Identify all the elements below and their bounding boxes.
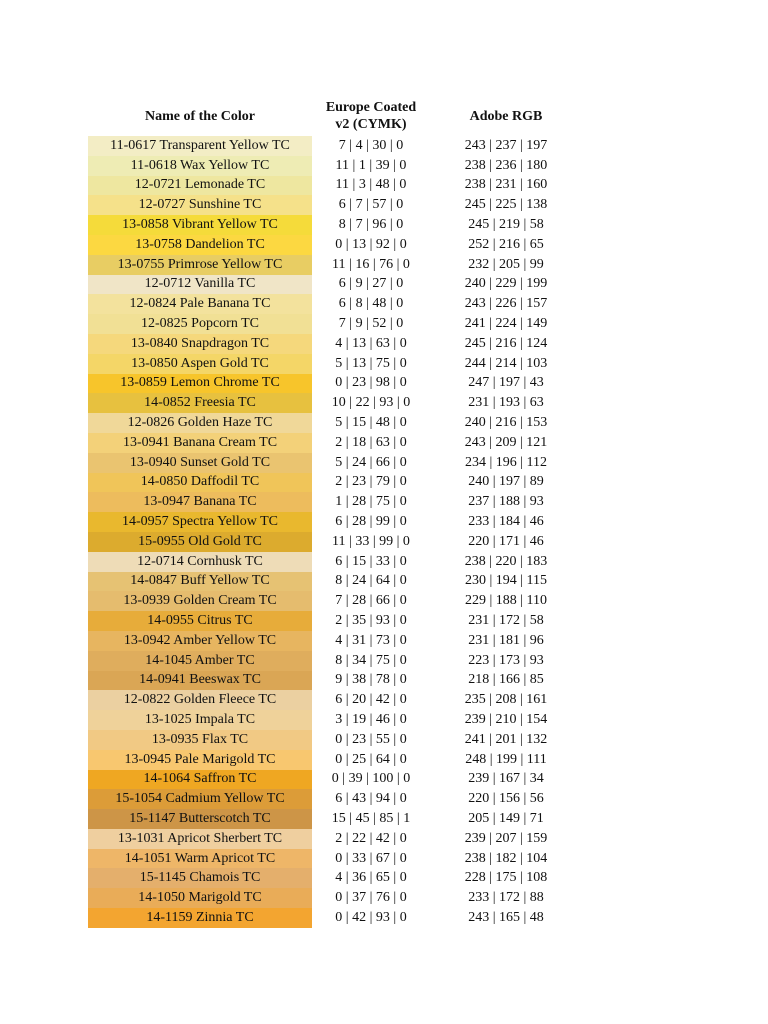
cmyk-cell: 10 | 22 | 93 | 0 [331,395,411,411]
color-name-cell: 14-0957 Spectra Yellow TC [88,512,312,532]
table-row [88,710,582,730]
rgb-cell: 237 | 188 | 93 [468,494,544,510]
table-row [88,294,582,314]
table-row [88,829,582,849]
table-row [88,473,582,493]
color-name-cell: 13-0755 Primrose Yellow TC [88,255,312,275]
table-row [88,354,582,374]
header-rgb: Adobe RGB [469,108,543,124]
rgb-cell: 205 | 149 | 71 [468,810,544,826]
color-name-cell: 15-1054 Cadmium Yellow TC [88,789,312,809]
color-name-cell: 12-0714 Cornhusk TC [88,552,312,572]
color-name-cell: 13-0939 Golden Cream TC [88,591,312,611]
table-row [88,314,582,334]
table-row [88,532,582,552]
rgb-cell: 229 | 188 | 110 [464,593,548,609]
color-name-cell: 11-0618 Wax Yellow TC [88,156,312,176]
color-name-cell: 13-0947 Banana TC [88,492,312,512]
table-row [88,888,582,908]
cmyk-cell: 2 | 23 | 79 | 0 [335,474,407,490]
cmyk-cell: 6 | 43 | 94 | 0 [335,791,407,807]
color-name-cell: 15-1147 Butterscotch TC [88,809,312,829]
cmyk-cell: 4 | 31 | 73 | 0 [335,632,407,648]
table-row [88,156,582,176]
cmyk-cell: 0 | 25 | 64 | 0 [335,751,407,767]
table-body [88,136,582,928]
rgb-cell: 228 | 175 | 108 [464,870,548,886]
rgb-cell: 239 | 207 | 159 [464,830,548,846]
color-name-cell: 13-0858 Vibrant Yellow TC [88,215,312,235]
cmyk-cell: 7 | 4 | 30 | 0 [338,137,404,153]
color-name-cell: 13-1031 Apricot Sherbert TC [88,829,312,849]
color-name-cell: 13-0940 Sunset Gold TC [88,453,312,473]
cmyk-cell: 6 | 8 | 48 | 0 [338,296,404,312]
table-row [88,374,582,394]
color-name-cell: 12-0824 Pale Banana TC [88,294,312,314]
cmyk-cell: 5 | 24 | 66 | 0 [335,454,407,470]
rgb-cell: 243 | 209 | 121 [464,434,548,450]
cmyk-cell: 0 | 42 | 93 | 0 [335,909,407,925]
rgb-cell: 241 | 224 | 149 [464,316,548,332]
table-row [88,275,582,295]
cmyk-cell: 8 | 34 | 75 | 0 [335,652,407,668]
color-name-cell: 14-1159 Zinnia TC [88,908,312,928]
table-row [88,631,582,651]
cmyk-cell: 11 | 16 | 76 | 0 [332,256,410,272]
cmyk-cell: 8 | 24 | 64 | 0 [335,573,407,589]
rgb-cell: 241 | 201 | 132 [464,731,548,747]
cmyk-cell: 6 | 9 | 27 | 0 [338,276,404,292]
cmyk-cell: 0 | 37 | 76 | 0 [335,890,407,906]
color-name-cell: 13-0945 Pale Marigold TC [88,750,312,770]
table-row [88,690,582,710]
cmyk-cell: 7 | 9 | 52 | 0 [338,316,404,332]
table-row [88,195,582,215]
rgb-cell: 243 | 237 | 197 [464,137,548,153]
table-row [88,552,582,572]
table-row [88,176,582,196]
rgb-cell: 218 | 166 | 85 [468,672,544,688]
table-row [88,849,582,869]
color-name-cell: 12-0825 Popcorn TC [88,314,312,334]
color-name-cell: 14-1050 Marigold TC [88,888,312,908]
rgb-cell: 233 | 184 | 46 [468,514,544,530]
cmyk-cell: 8 | 7 | 96 | 0 [338,217,404,233]
table-row [88,433,582,453]
cmyk-cell: 0 | 23 | 55 | 0 [335,731,407,747]
color-name-cell: 13-0850 Aspen Gold TC [88,354,312,374]
color-name-cell: 13-0942 Amber Yellow TC [88,631,312,651]
table-row [88,235,582,255]
table-row [88,393,582,413]
table-row [88,413,582,433]
rgb-cell: 220 | 171 | 46 [468,533,544,549]
cmyk-cell: 0 | 13 | 92 | 0 [335,236,407,252]
table-row [88,730,582,750]
table-row [88,611,582,631]
cmyk-cell: 3 | 19 | 46 | 0 [335,712,407,727]
color-name-cell: 14-1064 Saffron TC [88,770,312,790]
rgb-cell: 235 | 208 | 161 [464,692,548,708]
color-name-cell: 12-0721 Lemonade TC [88,176,312,196]
rgb-cell: 234 | 196 | 112 [464,454,548,470]
table-row [88,809,582,829]
color-name-cell: 14-1045 Amber TC [88,651,312,671]
table-row [88,868,582,888]
cmyk-cell: 0 | 33 | 67 | 0 [335,850,407,866]
cmyk-cell: 5 | 15 | 48 | 0 [335,415,407,431]
rgb-cell: 248 | 199 | 111 [465,751,547,767]
cmyk-cell: 0 | 39 | 100 | 0 [331,771,411,787]
table-row [88,750,582,770]
table-row [88,671,582,691]
color-name-cell: 14-0941 Beeswax TC [88,671,312,691]
cmyk-cell: 2 | 35 | 93 | 0 [335,613,407,629]
rgb-cell: 240 | 216 | 153 [464,415,548,431]
header-cmyk-line2: v2 (CYMK) [335,117,407,132]
rgb-cell: 238 | 182 | 104 [464,850,548,866]
rgb-cell: 240 | 197 | 89 [468,474,544,490]
color-name-cell: 11-0617 Transparent Yellow TC [88,136,312,156]
rgb-cell: 223 | 173 | 93 [468,652,544,668]
cmyk-cell: 6 | 7 | 57 | 0 [338,197,404,213]
rgb-cell: 232 | 205 | 99 [468,256,544,272]
cmyk-cell: 11 | 1 | 39 | 0 [335,157,407,173]
cmyk-cell: 6 | 15 | 33 | 0 [335,553,407,569]
cmyk-cell: 2 | 18 | 63 | 0 [335,434,407,450]
color-name-cell: 13-1025 Impala TC [88,710,312,730]
cmyk-cell: 9 | 38 | 78 | 0 [335,672,407,688]
rgb-cell: 244 | 214 | 103 [464,355,548,371]
cmyk-cell: 5 | 13 | 75 | 0 [335,355,407,371]
color-name-cell: 14-0955 Citrus TC [88,611,312,631]
header-cmyk [312,99,430,133]
rgb-cell: 247 | 197 | 43 [468,375,544,391]
rgb-cell: 252 | 216 | 65 [468,236,544,252]
color-name-cell: 14-0850 Daffodil TC [88,473,312,493]
rgb-cell: 238 | 236 | 180 [464,157,548,173]
rgb-cell: 233 | 172 | 88 [468,890,544,906]
color-name-cell: 12-0712 Vanilla TC [88,275,312,295]
cmyk-cell: 1 | 28 | 75 | 0 [335,494,407,510]
color-table [88,96,582,928]
rgb-cell: 240 | 229 | 199 [464,276,548,292]
table-row [88,453,582,473]
color-name-cell: 12-0826 Golden Haze TC [88,413,312,433]
table-row [88,789,582,809]
table-row [88,651,582,671]
header-cmyk-line1: Europe Coated [325,100,417,115]
table-row [88,770,582,790]
rgb-cell: 231 | 181 | 96 [468,632,544,648]
cmyk-cell: 11 | 33 | 99 | 0 [332,533,410,549]
color-name-cell: 13-0840 Snapdragon TC [88,334,312,354]
color-name-cell: 13-0859 Lemon Chrome TC [88,374,312,394]
table-row [88,215,582,235]
table-row [88,908,582,928]
cmyk-cell: 2 | 22 | 42 | 0 [335,830,407,846]
cmyk-cell: 15 | 45 | 85 | 1 [331,810,411,826]
color-name-cell: 14-0852 Freesia TC [88,393,312,413]
color-name-cell: 13-0935 Flax TC [88,730,312,750]
rgb-cell: 239 | 167 | 34 [468,771,544,787]
rgb-cell: 245 | 225 | 138 [464,197,548,213]
color-name-cell: 14-0847 Buff Yellow TC [88,572,312,592]
cmyk-cell: 7 | 28 | 66 | 0 [335,593,407,609]
color-name-cell: 14-1051 Warm Apricot TC [88,849,312,869]
color-name-cell: 15-1145 Chamois TC [88,868,312,888]
rgb-cell: 220 | 156 | 56 [468,791,544,807]
cmyk-cell: 4 | 13 | 63 | 0 [335,335,407,351]
table-row [88,492,582,512]
rgb-cell: 243 | 226 | 157 [464,296,548,312]
table-row [88,572,582,592]
table-row [88,591,582,611]
table-row [88,512,582,532]
cmyk-cell: 0 | 23 | 98 | 0 [335,375,407,391]
cmyk-cell: 6 | 28 | 99 | 0 [335,514,407,530]
rgb-cell: 245 | 216 | 124 [464,335,548,351]
table-header [88,96,582,136]
table-row [88,334,582,354]
rgb-cell: 230 | 194 | 115 [464,573,548,589]
rgb-cell: 238 | 231 | 160 [464,177,548,193]
color-name-cell: 13-0758 Dandelion TC [88,235,312,255]
header-color-name: Name of the Color [144,108,256,124]
color-name-cell: 12-0727 Sunshine TC [88,195,312,215]
rgb-cell: 239 | 210 | 154 [464,712,548,727]
cmyk-cell: 6 | 20 | 42 | 0 [335,692,407,708]
rgb-cell: 245 | 219 | 58 [468,217,544,233]
color-name-cell: 12-0822 Golden Fleece TC [88,690,312,710]
rgb-cell: 238 | 220 | 183 [464,553,548,569]
rgb-cell: 243 | 165 | 48 [468,909,544,925]
color-name-cell: 15-0955 Old Gold TC [88,532,312,552]
rgb-cell: 231 | 193 | 63 [468,395,544,411]
rgb-cell: 231 | 172 | 58 [468,613,544,629]
cmyk-cell: 4 | 36 | 65 | 0 [335,870,407,886]
cmyk-cell: 11 | 3 | 48 | 0 [335,177,407,193]
table-row [88,136,582,156]
table-row [88,255,582,275]
color-name-cell: 13-0941 Banana Cream TC [88,433,312,453]
